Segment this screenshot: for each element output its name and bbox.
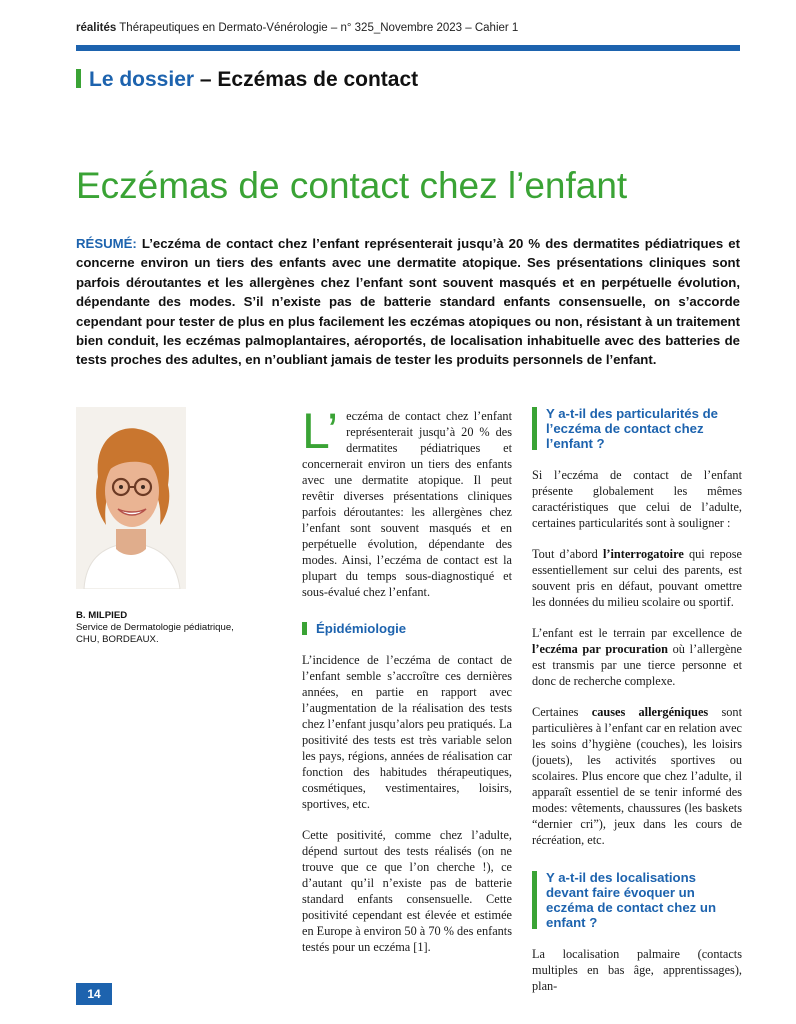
paragraph: Cette positivité, comme chez l’adulte, dépend surtout des tests réalisés (on ne trouve que ce que l’on cherche !), ce d’autant qu’il n’existe pas de batterie standard enfants consensuelle. Cette positivité cependant est élevée et estimée en Europe à environ 50 à 70 % des enfants testés pour un eczéma [1]. [302,828,513,954]
paragraph [532,625,742,689]
heading-epidemiologie: Épidémiologie [302,621,512,636]
page-number: 14 [76,983,112,1005]
paragraph: Si l’eczéma de contact de l’enfant présente globalement les mêmes caractéristiques que celui de l’adulte, certaines particularités sont à souligner : [532,468,742,530]
author-block [76,610,276,646]
text-run: Tout d’abord [532,547,603,561]
paragraph: L’incidence de l’eczéma de contact de l’enfant semble s’accroître ces dernières années, en partie en rapport avec l’augmentation de la réalisation des tests chez l’enfant jusqu’alors peu pratiqués. La positivité des tests est très variable selon les pays, régions, années de réalisation car fonction des habitudes thérapeutiques, cosmétiques, vestimentaires, loisirs, sportives, etc. [302,653,512,811]
heading-particularites: Y a-t-il des particularités de l’eczéma de contact chez l’enfant ? [532,406,742,451]
text-run: L’enfant est le terrain par excellence de [532,626,742,640]
intro-paragraph [302,403,512,600]
paragraph: La localisation palmaire (contacts multiples en bas âge, apprentissages), plan- [532,947,742,993]
text-run: sont particulières à l’enfant car en relation avec les soins d’hygiène (couches), les loisirs (jouets), les activités sportives ou scolaires. Plus encore que chez l’adulte, il apparaît essentiel de se tenir informé des modes: vêtements, chaussures (les baskets “dernier cri”), jeux dans les cours de récréation, etc. [532,705,743,847]
section-kicker [76,68,418,92]
journal-brand: réalités [76,22,117,34]
paragraph [532,546,742,610]
text-run: qui repose essentiellement sur celui des parents, est souvent pris en défaut, pouvant omettre les données du milieu scolaire ou sportif. [532,547,742,609]
abstract-label: RÉSUMÉ: [76,236,137,251]
kicker-bar [76,69,81,88]
column-middle [302,403,513,970]
author-city: CHU, BORDEAUX. [76,634,159,645]
author-affiliation: Service de Dermatologie pédiatrique, [76,622,234,633]
intro-text: eczéma de contact chez l’enfant représenterait jusqu’à 20 % des dermatites pédiatriques et concernerait environ un tiers des enfants avec une dermatite atopique. Il peut revêtir diverses présentations cliniques parfois déroutantes: les allergènes chez l’enfant sont souvent masqués et en perpétuelle évolution, dépendante des modes. Ainsi, l’eczéma de contact est la plupart du temps sous-diagnostiqué et sous-évalué chez l’enfant. [302,409,512,599]
author-name: B. MILPIED [76,610,128,621]
bold-term: causes allergéniques [591,705,709,719]
text-run: Certaines [532,705,592,719]
bold-term: l’eczéma par procuration [532,642,668,656]
bold-term: l’interrogatoire [602,547,684,561]
author-photo [76,407,186,589]
drop-cap: L’ [302,403,339,459]
journal-issue: Thérapeutiques en Dermato-Vénérologie – n° 325_Novembre 2023 – Cahier 1 [119,22,519,34]
paragraph [532,704,742,848]
abstract-text: L’eczéma de contact chez l’enfant représenterait jusqu’à 20 % des dermatites pédiatriques et concerne environ un tiers des enfants avec une dermatite atopique. Ses présentations cliniques sont parfois déroutantes et les allergènes chez l’enfant sont souvent masqués et en perpétuelle évolution, dépendante des modes. S’il n’existe pas de batterie standard enfants consensuelle, on s’accorde cependant pour tester de plus en plus facilement les eczémas atopiques ou non, résistant à un traitement bien conduit, les eczémas palmoplantaires, aéroportés, de localisation inhabituelle avec des batteries de tests proches des adultes, en n’oubliant jamais de tester les produits personnels de l’enfant. [76,236,740,368]
dossier-label: Le dossier [89,68,195,91]
abstract [76,234,740,370]
dossier-topic: – Eczémas de contact [199,68,419,91]
heading-localisations: Y a-t-il des localisations devant faire évoquer un eczéma de contact chez un enfant ? [532,870,742,930]
text-run: où l’allergène est transmis par une tierce personne et donc de recherche complexe. [532,642,742,688]
running-header [76,22,518,34]
author-portrait [76,407,186,589]
column-right [532,406,742,1009]
article-title: Eczémas de contact chez l’enfant [76,164,628,206]
header-rule [76,45,740,51]
